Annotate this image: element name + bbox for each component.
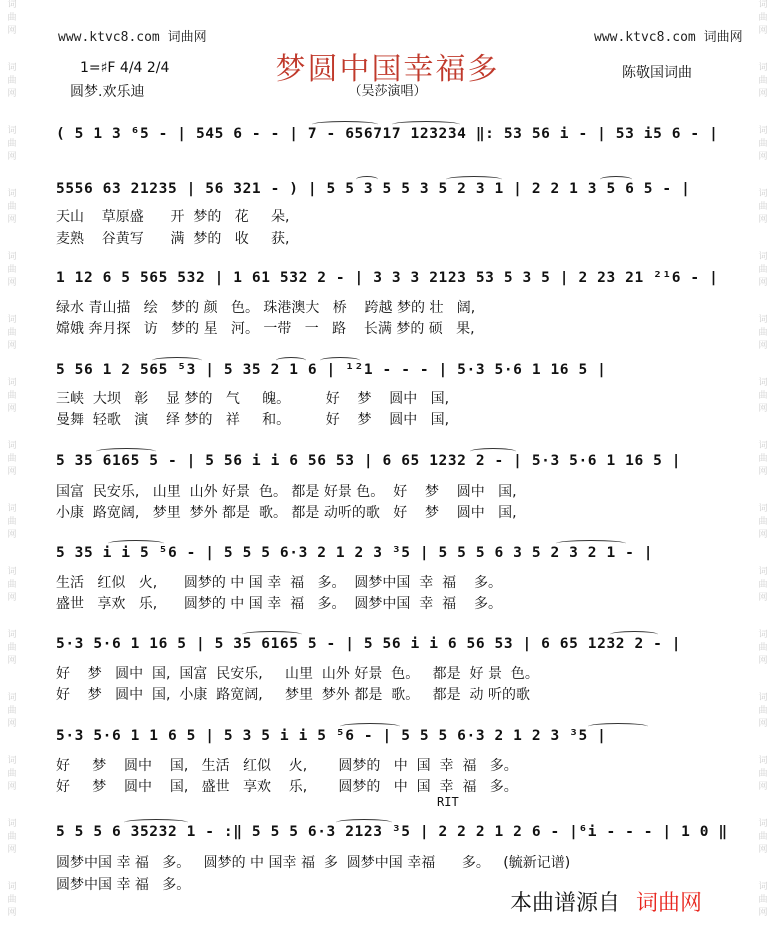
watermark-char: 网 bbox=[758, 26, 768, 36]
watermark-char: 网 bbox=[7, 341, 17, 351]
watermark-char: 曲 bbox=[758, 706, 768, 716]
watermark-char: 曲 bbox=[758, 580, 768, 590]
watermark-char: 词 bbox=[7, 252, 17, 262]
source-text: 本曲谱源自 bbox=[510, 891, 621, 916]
music-style: 圆梦.欢乐迪 bbox=[70, 84, 145, 100]
watermark-char: 曲 bbox=[758, 328, 768, 338]
score-line-9: 5 5 5 6 35232 1 - :‖ 5 5 5 6·3 2123 ³5 | 2 2 2 1 2 6 - |⁶i - - - | 1 0 ‖ bbox=[56, 824, 728, 840]
watermark-char: 曲 bbox=[7, 517, 17, 527]
lyric-line-2-verse-2: 麦熟 谷黄写 满 梦的 收 获, bbox=[56, 231, 290, 247]
lyric-line-8-verse-2: 好 梦 圆中 国, 盛世 享欢 乐, 圆梦的 中 国 幸 福 多。 bbox=[56, 779, 518, 795]
lyric-line-6-verse-2: 盛世 享欢 乐, 圆梦的 中 国 幸 福 多。 圆梦中国 幸 福 多。 bbox=[56, 596, 502, 612]
watermark-char: 词 bbox=[758, 0, 768, 10]
watermark-char: 网 bbox=[758, 908, 768, 918]
watermark-char: 词 bbox=[7, 567, 17, 577]
watermark-char: 网 bbox=[758, 215, 768, 225]
slur-mark bbox=[242, 631, 302, 638]
lyric-line-3-verse-1: 绿水 青山描 绘 梦的 颜 色。 珠港澳大 桥 跨越 梦的 壮 阔, bbox=[56, 300, 476, 316]
slur-mark bbox=[152, 357, 202, 364]
watermark-char: 曲 bbox=[758, 202, 768, 212]
watermark-char: 词 bbox=[758, 252, 768, 262]
watermark-char: 曲 bbox=[758, 895, 768, 905]
watermark-char: 网 bbox=[7, 782, 17, 792]
watermark-char: 曲 bbox=[7, 202, 17, 212]
watermark-char: 曲 bbox=[7, 643, 17, 653]
url-text-right: www.ktvc8.com bbox=[594, 30, 696, 45]
lyric-line-3-verse-2: 嫦娥 奔月探 访 梦的 星 河。 一带 一 路 长满 梦的 硕 果, bbox=[56, 321, 475, 337]
slur-mark bbox=[556, 540, 626, 547]
score-line-4: 5 56 1 2 565 ⁵3 | 5 35 2 1 6 | ¹²1 - - - | 5·3 5·6 1 16 5 | bbox=[56, 362, 607, 378]
watermark-char: 词 bbox=[758, 504, 768, 514]
watermark-char: 网 bbox=[758, 530, 768, 540]
watermark-char: 词 bbox=[758, 126, 768, 136]
watermark-char: 词 bbox=[7, 378, 17, 388]
watermark-char: 网 bbox=[758, 89, 768, 99]
watermark-char: 词 bbox=[758, 567, 768, 577]
watermark-char: 词 bbox=[758, 189, 768, 199]
watermark-char: 网 bbox=[758, 845, 768, 855]
watermark-char: 词 bbox=[7, 756, 17, 766]
lyric-line-7-verse-1: 好 梦 圆中 国, 国富 民安乐, 山里 山外 好景 色。 都是 好 景 色。 bbox=[56, 666, 539, 682]
watermark-char: 网 bbox=[758, 656, 768, 666]
watermark-char: 词 bbox=[7, 315, 17, 325]
singer-credit: （吴莎演唱） bbox=[348, 84, 427, 99]
watermark-char: 词 bbox=[758, 378, 768, 388]
watermark-char: 词 bbox=[7, 441, 17, 451]
watermark-char: 曲 bbox=[7, 328, 17, 338]
score-line-5: 5 35 6165 5 - | 5 56 i i 6 56 53 | 6 65 1232 2 - | 5·3 5·6 1 16 5 | bbox=[56, 453, 682, 469]
watermark-char: 曲 bbox=[758, 13, 768, 23]
watermark-char: 网 bbox=[758, 719, 768, 729]
slur-mark bbox=[320, 357, 360, 364]
watermark-char: 网 bbox=[7, 908, 17, 918]
slur-mark bbox=[108, 540, 164, 547]
watermark-char: 网 bbox=[758, 152, 768, 162]
site-url-right[interactable] bbox=[594, 26, 743, 45]
left-watermark-column bbox=[2, 0, 22, 951]
score-line-6: 5 35 i i 5 ⁵6 - | 5 5 5 6·3 2 1 2 3 ³5 | 5 5 5 6 3 5 2 3 2 1 - | bbox=[56, 545, 654, 561]
watermark-char: 曲 bbox=[7, 13, 17, 23]
song-title: 梦圆中国幸福多 bbox=[275, 52, 500, 87]
watermark-char: 网 bbox=[7, 152, 17, 162]
slur-mark bbox=[392, 121, 460, 128]
lyric-line-5-verse-2: 小康 路宽阔, 梦里 梦外 都是 歌。 都是 动听的歌 好 梦 圆中 国, bbox=[56, 505, 517, 521]
watermark-char: 词 bbox=[7, 0, 17, 10]
slur-mark bbox=[446, 176, 502, 183]
watermark-char: 词 bbox=[7, 63, 17, 73]
watermark-char: 词 bbox=[7, 126, 17, 136]
watermark-char: 词 bbox=[758, 693, 768, 703]
watermark-char: 网 bbox=[758, 404, 768, 414]
slur-mark bbox=[356, 176, 378, 183]
watermark-char: 词 bbox=[7, 693, 17, 703]
watermark-char: 曲 bbox=[7, 391, 17, 401]
site-url-left[interactable] bbox=[58, 26, 207, 45]
watermark-char: 网 bbox=[7, 215, 17, 225]
slur-mark bbox=[470, 448, 516, 455]
watermark-char: 词 bbox=[7, 819, 17, 829]
watermark-char: 曲 bbox=[7, 769, 17, 779]
slur-mark bbox=[600, 176, 632, 183]
score-line-1: ( 5 1 3 ⁶5 - | 545 6 - - | 7 - 656717 123234 ‖: 53 56 i - | 53 i5 6 - | bbox=[56, 126, 719, 142]
watermark-char: 词 bbox=[758, 315, 768, 325]
watermark-char: 曲 bbox=[7, 454, 17, 464]
watermark-char: 曲 bbox=[7, 580, 17, 590]
watermark-char: 曲 bbox=[7, 832, 17, 842]
lyric-line-7-verse-2: 好 梦 圆中 国, 小康 路宽阔, 梦里 梦外 都是 歌。 都是 动 听的歌 bbox=[56, 687, 530, 703]
watermark-char: 网 bbox=[758, 593, 768, 603]
watermark-char: 词 bbox=[758, 630, 768, 640]
lyric-line-9-verse-2: 圆梦中国 幸 福 多。 bbox=[56, 877, 191, 893]
watermark-char: 网 bbox=[7, 656, 17, 666]
watermark-char: 网 bbox=[7, 719, 17, 729]
composer-credit: 陈敬国词曲 bbox=[622, 65, 692, 81]
watermark-char: 词 bbox=[7, 189, 17, 199]
lyric-line-4-verse-1: 三峡 大坝 彰 显 梦的 气 魄。 好 梦 圆中 国, bbox=[56, 391, 450, 407]
lyric-line-9-verse-1: 圆梦中国 幸 福 多。 圆梦的 中 国幸 福 多 圆梦中国 幸福 多。 (毓新记谱) bbox=[56, 855, 571, 871]
lyric-line-4-verse-2: 曼舞 轻歌 演 绎 梦的 祥 和。 好 梦 圆中 国, bbox=[56, 412, 450, 428]
watermark-char: 曲 bbox=[758, 832, 768, 842]
score-line-7: 5·3 5·6 1 16 5 | 5 35 6165 5 - | 5 56 i i 6 56 53 | 6 65 1232 2 - | bbox=[56, 636, 682, 652]
watermark-char: 网 bbox=[7, 530, 17, 540]
source-site-link[interactable]: 词曲网 bbox=[636, 891, 703, 916]
watermark-char: 曲 bbox=[7, 706, 17, 716]
watermark-char: 曲 bbox=[758, 454, 768, 464]
watermark-char: 词 bbox=[7, 630, 17, 640]
watermark-char: 曲 bbox=[758, 643, 768, 653]
watermark-char: 网 bbox=[7, 26, 17, 36]
watermark-char: 曲 bbox=[758, 517, 768, 527]
slur-mark bbox=[96, 448, 156, 455]
watermark-char: 网 bbox=[7, 467, 17, 477]
watermark-char: 网 bbox=[758, 341, 768, 351]
slur-mark bbox=[610, 631, 658, 638]
watermark-char: 词 bbox=[758, 819, 768, 829]
watermark-char: 曲 bbox=[758, 769, 768, 779]
lyric-line-2-verse-1: 天山 草原盛 开 梦的 花 朵, bbox=[56, 209, 290, 225]
watermark-char: 词 bbox=[7, 882, 17, 892]
watermark-char: 网 bbox=[758, 278, 768, 288]
slur-mark bbox=[312, 121, 378, 128]
lyric-line-5-verse-1: 国富 民安乐, 山里 山外 好景 色。 都是 好景 色。 好 梦 圆中 国, bbox=[56, 484, 517, 500]
key-signature: 1=♯F 4/4 2/4 bbox=[80, 60, 170, 76]
watermark-char: 网 bbox=[758, 782, 768, 792]
watermark-char: 曲 bbox=[7, 265, 17, 275]
source-note bbox=[510, 886, 702, 917]
lyric-line-8-verse-1: 好 梦 圆中 国, 生活 红似 火, 圆梦的 中 国 幸 福 多。 bbox=[56, 758, 518, 774]
slur-mark bbox=[336, 819, 392, 826]
watermark-char: 词 bbox=[758, 63, 768, 73]
right-watermark-column bbox=[753, 0, 773, 951]
watermark-char: 网 bbox=[7, 593, 17, 603]
ritardando-mark: RIT bbox=[437, 795, 459, 809]
score-line-8: 5·3 5·6 1 1 6 5 | 5 3 5 i i 5 ⁵6 - | 5 5 5 6·3 2 1 2 3 ³5 | bbox=[56, 728, 607, 744]
score-line-2: 5556 63 21235 | 56 321 - ) | 5 5 3 5 5 3 5 2 3 1 | 2 2 1 3 5 6 5 - | bbox=[56, 181, 691, 197]
watermark-char: 词 bbox=[7, 504, 17, 514]
slur-mark bbox=[340, 723, 400, 730]
slur-mark bbox=[588, 723, 648, 730]
slur-mark bbox=[124, 819, 188, 826]
watermark-char: 词 bbox=[758, 756, 768, 766]
watermark-char: 曲 bbox=[7, 139, 17, 149]
watermark-char: 词 bbox=[758, 441, 768, 451]
watermark-char: 网 bbox=[7, 89, 17, 99]
watermark-char: 网 bbox=[7, 845, 17, 855]
watermark-char: 词 bbox=[758, 882, 768, 892]
watermark-char: 曲 bbox=[7, 895, 17, 905]
score-line-3: 1 12 6 5 565 532 | 1 61 532 2 - | 3 3 3 2123 53 5 3 5 | 2 23 21 ²¹6 - | bbox=[56, 270, 719, 286]
slur-mark bbox=[276, 357, 306, 364]
url-text-left: www.ktvc8.com bbox=[58, 30, 160, 45]
lyric-line-6-verse-1: 生活 红似 火, 圆梦的 中 国 幸 福 多。 圆梦中国 幸 福 多。 bbox=[56, 575, 502, 591]
watermark-char: 网 bbox=[7, 278, 17, 288]
site-name-left: 词曲网 bbox=[167, 30, 207, 45]
watermark-char: 曲 bbox=[758, 391, 768, 401]
watermark-char: 曲 bbox=[7, 76, 17, 86]
watermark-char: 网 bbox=[758, 467, 768, 477]
site-name-right: 词曲网 bbox=[703, 30, 743, 45]
watermark-char: 网 bbox=[7, 404, 17, 414]
watermark-char: 曲 bbox=[758, 76, 768, 86]
watermark-char: 曲 bbox=[758, 139, 768, 149]
watermark-char: 曲 bbox=[758, 265, 768, 275]
